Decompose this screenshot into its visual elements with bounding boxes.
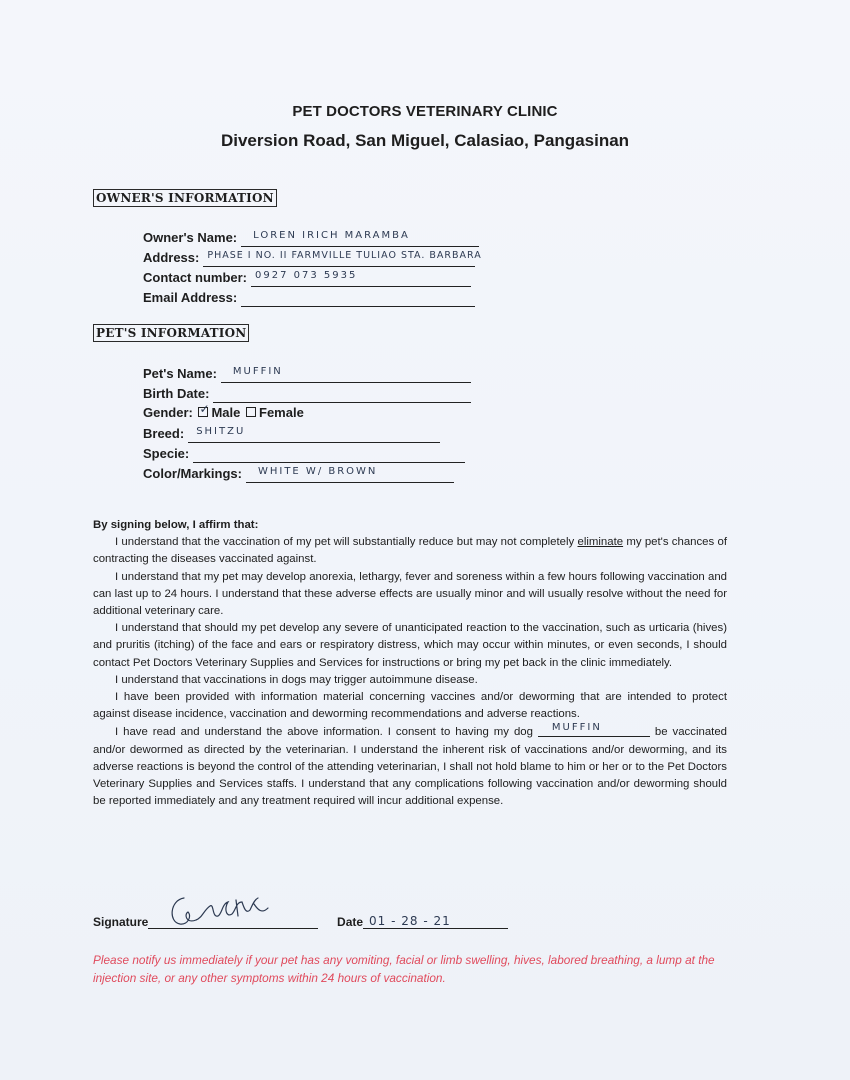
- owner-address-field[interactable]: [143, 249, 482, 267]
- date-label: Date: [337, 915, 364, 929]
- owner-contact-field[interactable]: [143, 269, 471, 287]
- owner-name-label: Owner's Name:: [143, 230, 238, 245]
- checkmark-icon: ✓: [199, 402, 210, 416]
- male-checkbox[interactable]: [198, 402, 210, 417]
- pet-gender-label: Gender:: [143, 405, 193, 420]
- signature-field[interactable]: [148, 912, 318, 929]
- consent-paragraph-4: I understand that vaccinations in dogs may trigger autoimmune disease.: [115, 673, 478, 686]
- owner-contact-label: Contact number:: [143, 270, 247, 285]
- owner-contact-value: 0927 073 5935: [255, 270, 358, 281]
- warning-notice: Please notify us immediately if your pet has any vomiting, facial or limb swelling, hives, labored breathing, a lump at the injection site, or any other symptoms within 24 hours of vaccination.: [93, 953, 715, 985]
- pet-color-value: WHITE W/ BROWN: [257, 466, 378, 477]
- owner-email-field[interactable]: [143, 289, 475, 307]
- pet-specie-field[interactable]: [143, 445, 465, 463]
- pet-color-label: Color/Markings:: [143, 466, 242, 481]
- consent-paragraph-3: I understand that should my pet develop any severe of unanticipated reaction to the vaccination, such as urticaria (hives) and pruritis (itching) of the face and ears or respiratory distress, which may occur within minutes, or even seconds, I should contact Pet Doctors Veterinary Supplies and Services for instructions or bring my pet back in the clinic immediately.: [93, 622, 727, 669]
- owner-section-title: OWNER'S INFORMATION: [93, 189, 277, 207]
- owner-name-field[interactable]: [143, 229, 479, 247]
- pet-birthdate-field[interactable]: [143, 385, 471, 403]
- pet-breed-field[interactable]: [143, 425, 440, 443]
- date-value: 01 - 28 - 21: [369, 914, 451, 928]
- consent-paragraph-6: I have read and understand the above information. I consent to having my dog MUFFIN be vaccinated and/or dewormed as directed by the veterinarian. I understand the inherent risk of vaccinations and/or deworming, and its adverse reactions is beyond the control of the attending veterinarian, I shall not hold blame to him or her or to the Pet Doctors Veterinary Supplies and Services staffs. I understand that any complications following vaccination and/or deworming should be reported immediately and any treatment required will incur additional expense.: [93, 723, 727, 810]
- owner-name-value: LOREN IRICH MARAMBA: [253, 230, 410, 241]
- signature-row: [93, 912, 508, 929]
- dog-name-value: MUFFIN: [551, 722, 602, 734]
- female-label: Female: [259, 405, 304, 420]
- owner-address-label: Address:: [143, 250, 200, 265]
- consent-paragraph-1: I understand that the vaccination of my pet will substantially reduce but may not completely eliminate my pet's chances of contracting the diseases vaccinated against.: [93, 536, 727, 566]
- pet-color-field[interactable]: [143, 465, 454, 483]
- male-label: Male: [211, 405, 241, 420]
- owner-email-label: Email Address:: [143, 290, 238, 305]
- date-field[interactable]: [363, 912, 508, 929]
- pet-birthdate-label: Birth Date:: [143, 386, 210, 401]
- owner-address-value: PHASE I NO. II FARMVILLE TULIAO STA. BARBARA: [207, 250, 482, 261]
- consent-paragraph-2: I understand that my pet may develop anorexia, lethargy, fever and soreness within a few hours following vaccination and can last up to 24 hours. I understand that these adverse effects are usually minor and will usually resolve without the need for additional veterinary care.: [93, 570, 727, 618]
- clinic-address: Diversion Road, San Miguel, Calasiao, Pangasinan: [220, 131, 630, 150]
- pet-breed-value: SHITZU: [196, 426, 246, 437]
- pet-name-value: MUFFIN: [232, 366, 283, 377]
- pet-gender-field: [143, 402, 304, 420]
- pet-specie-label: Specie:: [143, 446, 190, 461]
- consent-text: [93, 517, 727, 810]
- handwritten-signature: [166, 890, 276, 930]
- pet-name-field[interactable]: [143, 365, 471, 383]
- pet-name-label: Pet's Name:: [143, 366, 217, 381]
- pet-breed-label: Breed:: [143, 426, 185, 441]
- signature-label: Signature: [93, 915, 149, 929]
- clinic-name: PET DOCTORS VETERINARY CLINIC: [292, 103, 558, 120]
- dog-name-field[interactable]: [538, 723, 650, 737]
- consent-paragraph-5: I have been provided with information material concerning vaccines and/or deworming that are intended to protect against disease incidence, vaccination and deworming recommendations and adverse reactions.: [93, 691, 727, 721]
- consent-intro: By signing below, I affirm that:: [93, 519, 259, 531]
- pet-section-title: PET'S INFORMATION: [93, 324, 249, 342]
- female-checkbox[interactable]: [246, 407, 256, 417]
